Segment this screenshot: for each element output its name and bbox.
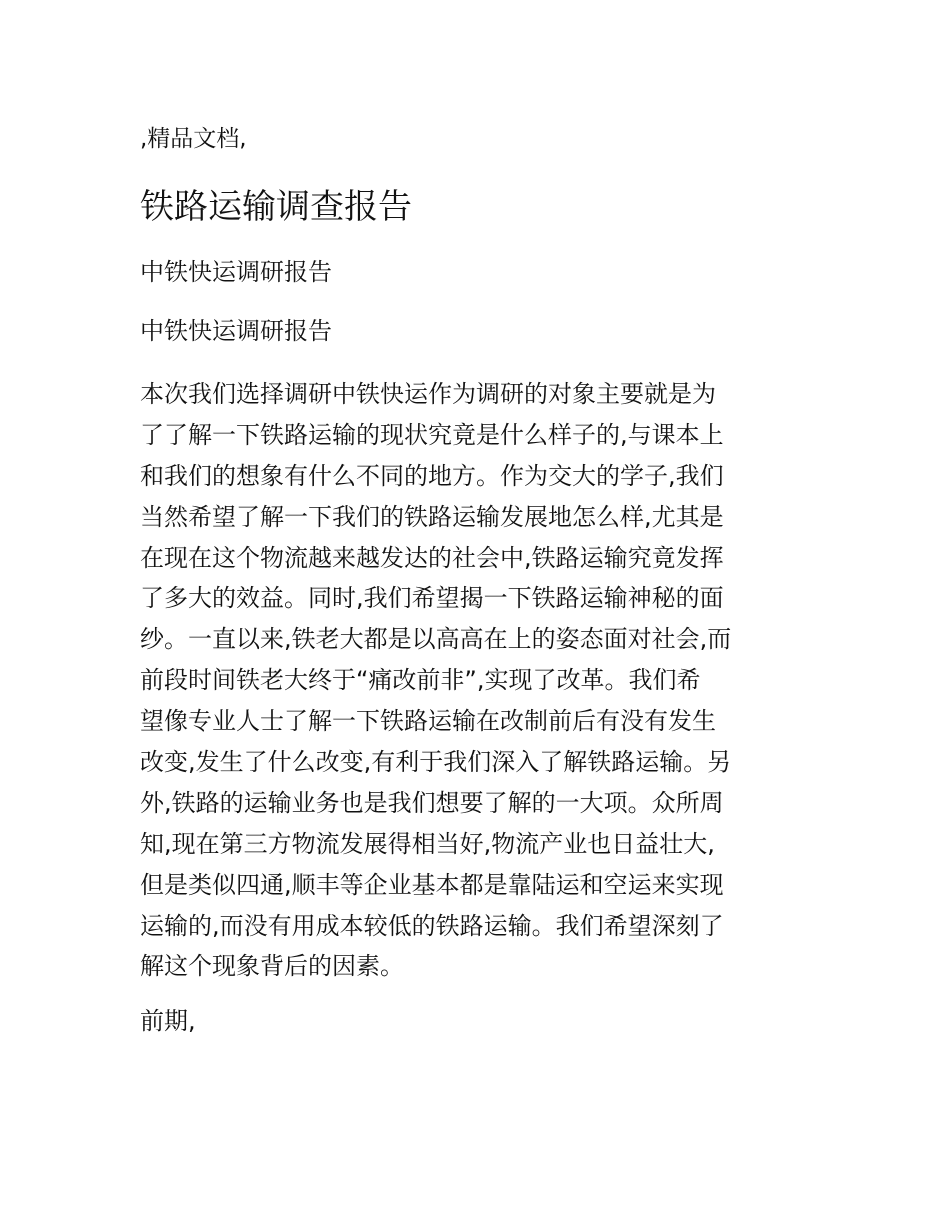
subtitle: 中铁快运调研报告: [140, 258, 332, 286]
body-line: 纱。一直以来,铁老大都是以高高在上的姿态面对社会,而: [140, 625, 732, 654]
body-line: 了了解一下铁路运输的现状究竟是什么样子的,与课本上: [140, 420, 724, 449]
body-line: 本次我们选择调研中铁快运作为调研的对象主要就是为: [140, 380, 716, 408]
body-line: 了多大的效益。同时,我们希望揭一下铁路运输神秘的面: [140, 584, 724, 613]
document-title: 铁路运输调查报告: [140, 187, 412, 227]
body-line: 改变,发生了什么改变,有利于我们深入了解铁路运输。另: [140, 748, 732, 777]
body-line: 在现在这个物流越来越发达的社会中,铁路运输究竟发挥: [140, 543, 724, 572]
body-line: 但是类似四通,顺丰等企业基本都是靠陆运和空运来实现: [140, 870, 724, 899]
body-line: 运输的,而没有用成本较低的铁路运输。我们希望深刻了: [140, 911, 724, 940]
body-line: 知,现在第三方物流发展得相当好,物流产业也日益壮大,: [140, 829, 715, 858]
body-line: 前段时间铁老大终于“痛改前非”,实现了改革。我们希: [140, 666, 701, 695]
header-note: ,精品文档,: [140, 126, 247, 152]
subtitle: 中铁快运调研报告: [140, 317, 332, 345]
body-line: 当然希望了解一下我们的铁路运输发展地怎么样,尤其是: [140, 502, 724, 531]
body-line: 和我们的想象有什么不同的地方。作为交大的学子,我们: [140, 461, 724, 490]
body-paragraph: [140, 374, 810, 987]
body-line: 外,铁路的运输业务也是我们想要了解的一大项。众所周: [140, 788, 724, 817]
body-line: 望像专业人士了解一下铁路运输在改制前后有没有发生: [140, 707, 716, 736]
body-line: 解这个现象背后的因素。: [140, 952, 404, 981]
closing-text: 前期,: [140, 1007, 196, 1035]
